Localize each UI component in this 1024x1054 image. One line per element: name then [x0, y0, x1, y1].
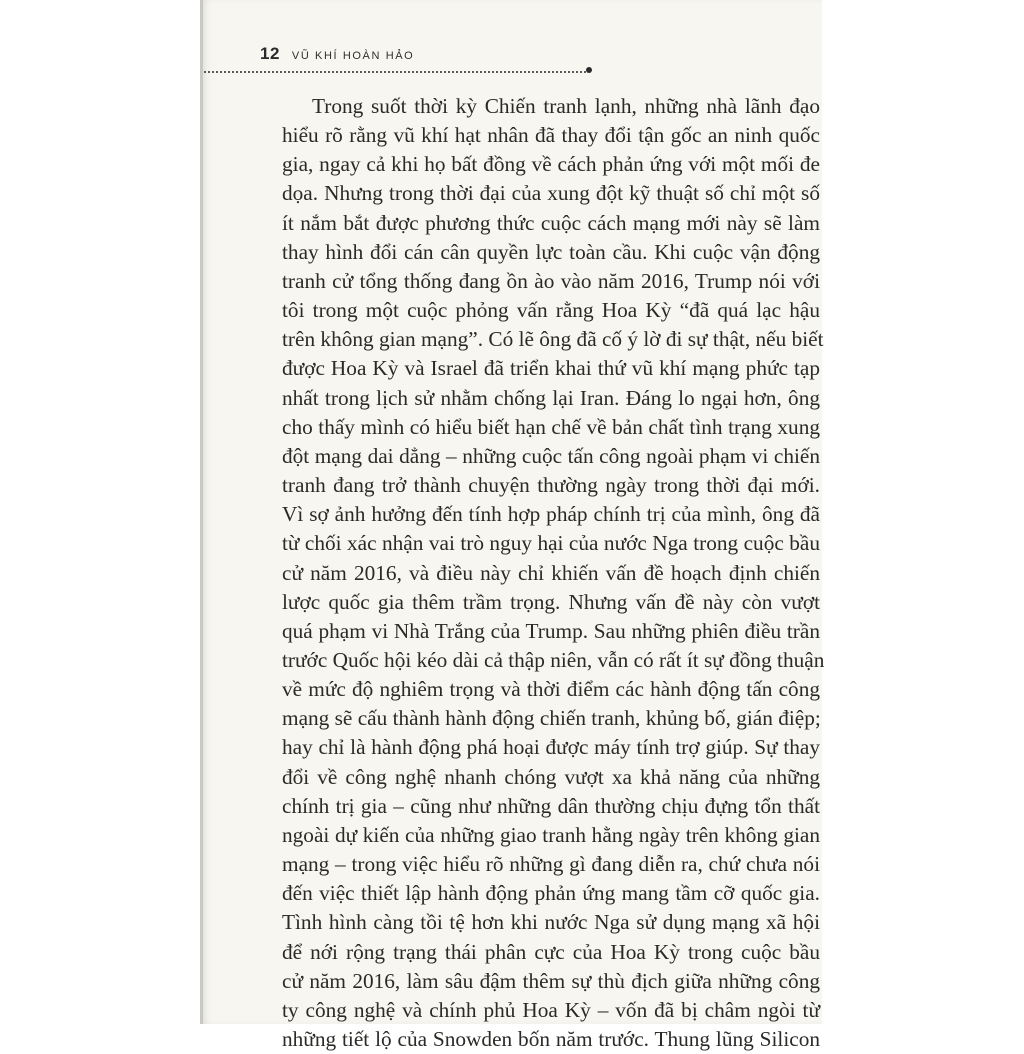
text-line: đến việc thiết lập hành động phản ứng mang tầm cỡ quốc gia.	[282, 881, 820, 906]
text-line: quá phạm vi Nhà Trắng của Trump. Sau những phiên điều trần	[282, 618, 820, 643]
text-line: tranh cử tổng thống đang ồn ào vào năm 2016, Trump nói với	[282, 268, 820, 293]
text-line: tranh đang trở thành chuyện thường ngày trong thời đại mới.	[282, 473, 820, 498]
book-page	[200, 0, 825, 1051]
text-line: hiểu rõ rằng vũ khí hạt nhân đã thay đổi tận gốc an ninh quốc	[282, 123, 820, 148]
text-line: ty công nghệ và chính phủ Hoa Kỳ – vốn đã bị châm ngòi từ	[282, 997, 820, 1022]
body-paragraph	[282, 92, 825, 1054]
text-line: nhất trong lịch sử nhằm chống lại Iran. Đáng lo ngại hơn, ông	[282, 385, 820, 410]
text-line: trước Quốc hội kéo dài cả thập niên, vẫn có rất ít sự đồng thuận	[282, 647, 825, 672]
header-rule-end-dot	[586, 67, 592, 73]
text-line: Trong suốt thời kỳ Chiến tranh lạnh, những nhà lãnh đạo	[312, 94, 820, 118]
text-line: chính trị gia – cũng như những dân thường chịu đựng tổn thất	[282, 793, 820, 818]
text-line: cử năm 2016, và điều này chỉ khiến vấn đề hoạch định chiến	[282, 560, 820, 585]
text-line: cử năm 2016, làm sâu đậm thêm sự thù địch giữa những công	[282, 968, 820, 993]
text-line: mạng – trong việc hiểu rõ những gì đang diễn ra, chứ chưa nói	[282, 852, 820, 877]
text-line: đột mạng dai dẳng – những cuộc tấn công ngoài phạm vi chiến	[282, 443, 820, 468]
text-line: ít nắm bắt được phương thức cuộc cách mạng mới này sẽ làm	[282, 210, 820, 235]
text-line: thay hình đổi cán cân quyền lực toàn cầu. Khi cuộc vận động	[282, 239, 820, 264]
header-dotted-rule	[204, 71, 586, 73]
text-line: ngoài dự kiến của những giao tranh hằng ngày trên không gian	[282, 822, 820, 847]
text-line: lược quốc gia thêm trầm trọng. Nhưng vấn đề này còn vượt	[282, 589, 820, 614]
running-head: VŨ KHÍ HOÀN HẢO	[291, 50, 415, 62]
text-line: tôi trong một cuộc phỏng vấn rằng Hoa Kỳ “đã quá lạc hậu	[282, 298, 820, 323]
text-line: cho thấy mình có hiểu biết hạn chế về bản chất tình trạng xung	[282, 414, 820, 439]
text-line: những tiết lộ của Snowden bốn năm trước. Thung lũng Silicon	[282, 1027, 820, 1051]
text-line: gia, ngay cả khi họ bất đồng về cách phản ứng với một mối đe	[282, 152, 820, 177]
text-line: trên không gian mạng”. Có lẽ ông đã cố ý lờ đi sự thật, nếu biết	[282, 327, 824, 352]
text-line: được Hoa Kỳ và Israel đã triển khai thứ vũ khí mạng phức tạp	[282, 356, 820, 381]
text-line: mạng sẽ cấu thành hành động chiến tranh, khủng bố, gián điệp;	[282, 706, 821, 731]
text-line: Tình hình càng tồi tệ hơn khi nước Nga sử dụng mạng xã hội	[282, 910, 820, 935]
text-line: đổi về công nghệ nhanh chóng vượt xa khả năng của những	[282, 764, 820, 789]
text-line: để nới rộng trạng thái phân cực của Hoa Kỳ trong cuộc bầu	[282, 939, 820, 964]
text-line: Vì sợ ảnh hưởng đến tính hợp pháp chính trị của mình, ông đã	[282, 502, 820, 527]
page-header	[260, 44, 414, 68]
text-line: về mức độ nghiêm trọng và thời điểm các hành động tấn công	[282, 677, 820, 702]
text-line: dọa. Nhưng trong thời đại của xung đột kỹ thuật số chỉ một số	[282, 181, 820, 206]
text-line: hay chỉ là hành động phá hoại được máy tính trợ giúp. Sự thay	[282, 735, 820, 760]
page-number: 12	[260, 44, 280, 63]
text-line: từ chối xác nhận vai trò nguy hại của nước Nga trong cuộc bầu	[282, 531, 820, 556]
